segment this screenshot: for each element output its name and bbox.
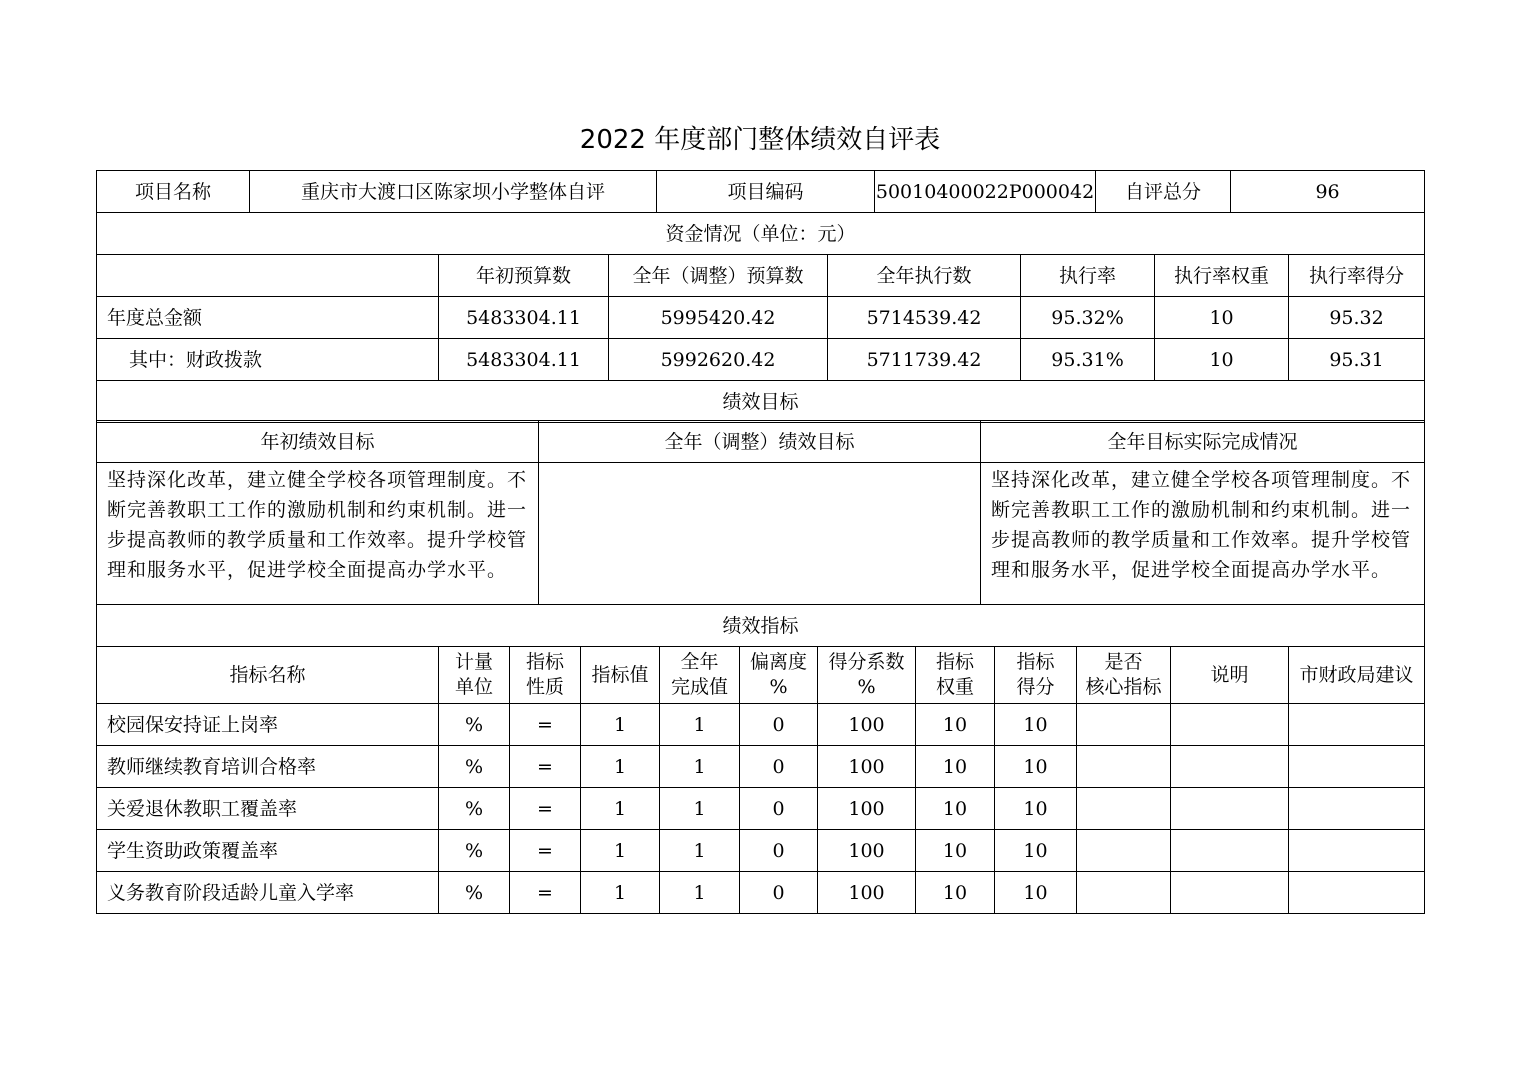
ind-header-weight: 指标 权重	[916, 647, 995, 704]
ind-nature-cell: =	[510, 704, 581, 746]
ind-header-name: 指标名称	[97, 647, 439, 704]
project-code-value: 50010400022P000042	[875, 171, 1096, 213]
funds-row-total	[97, 297, 1425, 339]
ind-header-core: 是否 核心指标	[1077, 647, 1171, 704]
ind-core-cell	[1077, 704, 1171, 746]
ind-header-value: 指标值	[581, 647, 660, 704]
ind-header-deviation: 偏离度 %	[740, 647, 818, 704]
indicator-row	[97, 788, 1425, 830]
goals-section-title: 绩效目标	[97, 381, 1425, 423]
ind-header-done: 全年 完成值	[660, 647, 740, 704]
ind-unit-cell: %	[439, 704, 510, 746]
ind-weight-cell: 10	[916, 872, 995, 914]
ind-value-cell: 1	[581, 704, 660, 746]
ind-done-cell: 1	[660, 872, 740, 914]
funds-row-label: 其中：财政拨款	[97, 339, 439, 381]
funds-cell: 10	[1155, 339, 1289, 381]
ind-advice-cell	[1289, 830, 1425, 872]
page-title: 2022 年度部门整体绩效自评表	[579, 125, 941, 155]
project-code-label: 项目编码	[657, 171, 875, 213]
indicators-table	[96, 646, 1425, 914]
ind-core-cell	[1077, 788, 1171, 830]
ind-name-cell: 校园保安持证上岗率	[97, 704, 439, 746]
ind-unit-cell: %	[439, 872, 510, 914]
funds-cell: 5995420.42	[609, 297, 828, 339]
ind-unit-cell: %	[439, 746, 510, 788]
ind-score-cell: 10	[995, 746, 1077, 788]
funds-cell: 95.31	[1289, 339, 1425, 381]
indicator-row	[97, 830, 1425, 872]
ind-coefficient-cell: 100	[818, 830, 916, 872]
funds-cell: 5483304.11	[439, 339, 609, 381]
ind-weight-cell: 10	[916, 830, 995, 872]
ind-header-advice: 市财政局建议	[1289, 647, 1425, 704]
funds-header-score: 执行率得分	[1289, 255, 1425, 297]
indicator-row	[97, 872, 1425, 914]
ind-value-cell: 1	[581, 830, 660, 872]
funds-cell: 95.32	[1289, 297, 1425, 339]
funds-cell: 5483304.11	[439, 297, 609, 339]
ind-done-cell: 1	[660, 746, 740, 788]
goals-header-actual: 全年目标实际完成情况	[981, 421, 1425, 463]
project-row	[97, 171, 1425, 213]
ind-name-cell: 义务教育阶段适龄儿童入学率	[97, 872, 439, 914]
project-name-label: 项目名称	[97, 171, 250, 213]
ind-score-cell: 10	[995, 830, 1077, 872]
goals-header-adjusted: 全年（调整）绩效目标	[539, 421, 981, 463]
ind-unit-cell: %	[439, 788, 510, 830]
goal-adjusted-text	[539, 463, 981, 605]
goals-content-row	[97, 463, 1425, 605]
ind-advice-cell	[1289, 746, 1425, 788]
funds-row-fiscal	[97, 339, 1425, 381]
ind-value-cell: 1	[581, 788, 660, 830]
ind-name-cell: 学生资助政策覆盖率	[97, 830, 439, 872]
ind-advice-cell	[1289, 788, 1425, 830]
ind-nature-cell: =	[510, 788, 581, 830]
funds-cell: 10	[1155, 297, 1289, 339]
ind-header-nature: 指标 性质	[510, 647, 581, 704]
ind-value-cell: 1	[581, 746, 660, 788]
ind-coefficient-cell: 100	[818, 872, 916, 914]
funds-cell: 5714539.42	[828, 297, 1021, 339]
ind-deviation-cell: 0	[740, 746, 818, 788]
ind-coefficient-cell: 100	[818, 746, 916, 788]
funds-header-row	[97, 255, 1425, 297]
funds-cell: 5711739.42	[828, 339, 1021, 381]
ind-nature-cell: =	[510, 746, 581, 788]
ind-core-cell	[1077, 872, 1171, 914]
ind-name-cell: 关爱退休教职工覆盖率	[97, 788, 439, 830]
indicator-row	[97, 746, 1425, 788]
funds-header-blank	[97, 255, 439, 297]
funds-table	[96, 170, 1425, 423]
ind-deviation-cell: 0	[740, 830, 818, 872]
ind-name-cell: 教师继续教育培训合格率	[97, 746, 439, 788]
ind-done-cell: 1	[660, 830, 740, 872]
funds-header-rate: 执行率	[1021, 255, 1155, 297]
ind-core-cell	[1077, 830, 1171, 872]
ind-header-score: 指标 得分	[995, 647, 1077, 704]
score-label: 自评总分	[1096, 171, 1231, 213]
goal-actual-text: 坚持深化改革，建立健全学校各项管理制度。不断完善教职工工作的激励机制和约束机制。进一步提高教师的教学质量和工作效率。提升学校管理和服务水平，促进学校全面提高办学水平。	[981, 463, 1425, 605]
ind-weight-cell: 10	[916, 704, 995, 746]
project-name-value: 重庆市大渡口区陈家坝小学整体自评	[250, 171, 657, 213]
ind-header-coefficient: 得分系数 %	[818, 647, 916, 704]
ind-score-cell: 10	[995, 872, 1077, 914]
ind-done-cell: 1	[660, 704, 740, 746]
ind-nature-cell: =	[510, 872, 581, 914]
funds-cell: 5992620.42	[609, 339, 828, 381]
ind-deviation-cell: 0	[740, 704, 818, 746]
funds-row-label: 年度总金额	[97, 297, 439, 339]
ind-core-cell	[1077, 746, 1171, 788]
funds-section-title: 资金情况（单位：元）	[97, 213, 1425, 255]
indicators-section-title: 绩效指标	[97, 605, 1425, 647]
goals-table	[96, 420, 1425, 647]
funds-cell: 95.32%	[1021, 297, 1155, 339]
score-value: 96	[1231, 171, 1425, 213]
funds-header-executed: 全年执行数	[828, 255, 1021, 297]
ind-advice-cell	[1289, 872, 1425, 914]
ind-header-unit: 计量 单位	[439, 647, 510, 704]
funds-cell: 95.31%	[1021, 339, 1155, 381]
ind-score-cell: 10	[995, 704, 1077, 746]
ind-note-cell	[1171, 704, 1289, 746]
ind-weight-cell: 10	[916, 746, 995, 788]
ind-value-cell: 1	[581, 872, 660, 914]
ind-note-cell	[1171, 872, 1289, 914]
ind-coefficient-cell: 100	[818, 704, 916, 746]
ind-header-note: 说明	[1171, 647, 1289, 704]
ind-advice-cell	[1289, 704, 1425, 746]
ind-weight-cell: 10	[916, 788, 995, 830]
funds-header-adjusted: 全年（调整）预算数	[609, 255, 828, 297]
indicators-header-row	[97, 647, 1425, 704]
ind-done-cell: 1	[660, 788, 740, 830]
ind-note-cell	[1171, 788, 1289, 830]
ind-unit-cell: %	[439, 830, 510, 872]
indicator-row	[97, 704, 1425, 746]
goals-header-row	[97, 421, 1425, 463]
goals-header-initial: 年初绩效目标	[97, 421, 539, 463]
goal-initial-text: 坚持深化改革，建立健全学校各项管理制度。不断完善教职工工作的激励机制和约束机制。进一步提高教师的教学质量和工作效率。提升学校管理和服务水平，促进学校全面提高办学水平。	[97, 463, 539, 605]
ind-deviation-cell: 0	[740, 872, 818, 914]
ind-deviation-cell: 0	[740, 788, 818, 830]
ind-score-cell: 10	[995, 788, 1077, 830]
funds-header-initial: 年初预算数	[439, 255, 609, 297]
ind-coefficient-cell: 100	[818, 788, 916, 830]
ind-nature-cell: =	[510, 830, 581, 872]
ind-note-cell	[1171, 830, 1289, 872]
funds-header-weight: 执行率权重	[1155, 255, 1289, 297]
ind-note-cell	[1171, 746, 1289, 788]
